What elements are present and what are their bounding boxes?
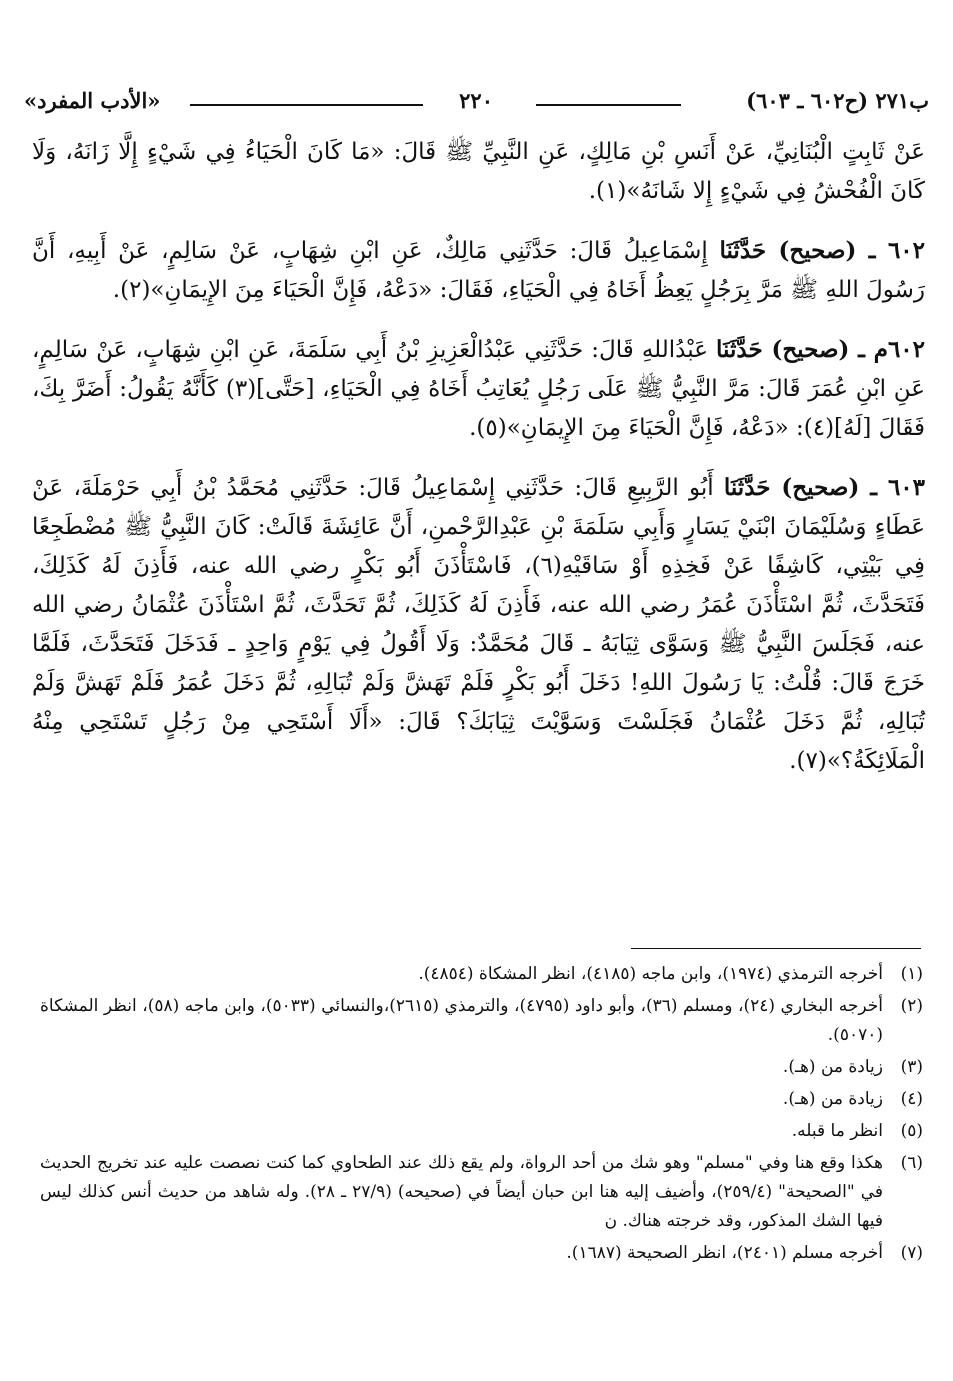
footnote-text: هكذا وقع هنا وفي "مسلم" وهو شك من أحد الرواة، ولم يقع ذلك عند الطحاوي كما كنت نصصت عليه عند تخريج الحديث في "الصحيحة" (٢٥٩/٤)، وأضيف إليه هنا ابن حبان أيضاً في (صحيحه) (٢٧/٩ ـ ٢٨). وله شاهد من حديث أنس كذلك ليس فيها الشك المذكور، وقد خرجته هناك. ن [40, 1153, 884, 1231]
hadith-paragraph [32, 330, 925, 448]
header-rule-left [190, 104, 380, 106]
page-header [24, 88, 929, 122]
hadith-reference: ب٢٧١ (ح٦٠٢ ـ ٦٠٣) [746, 88, 929, 113]
hadith-text: عَنْ ثَابِتٍ الْبُنَانِيِّ، عَنْ أَنَسِ بْنِ مَالِكٍ، عَنِ النَّبِيِّ ﷺ قَالَ: «مَا كَانَ الْحَيَاءُ فِي شَيْءٍ إِلَّا زَانَهُ، وَلَا كَانَ الْفُحْشُ فِي شَيْءٍ إِلا شَانَهُ»(١). [32, 139, 925, 204]
hadith-lead: ٦٠٣ ـ (صحيح) حَدَّثَنَا [723, 474, 925, 501]
footnote [40, 960, 923, 989]
footnote-number: (٦) [900, 1153, 923, 1173]
footnote-number: (٣) [900, 1057, 923, 1077]
footnote-number: (٢) [900, 996, 923, 1016]
footnote-number: (٧) [900, 1243, 923, 1263]
hadith-lead: ٦٠٢ ـ (صحيح) حَدَّثَنَا [719, 237, 925, 264]
footnote-number: (١) [900, 964, 923, 984]
footnote-text: انظر ما قبله. [791, 1121, 883, 1141]
hadith-paragraph [32, 132, 925, 211]
footnote [40, 992, 923, 1050]
footnote [40, 1239, 923, 1268]
book-title: «الأدب المفرد» [24, 88, 161, 113]
footnote-text: أخرجه مسلم (٢٤٠١)، انظر الصحيحة (١٦٨٧). [566, 1243, 883, 1263]
main-text [32, 132, 925, 801]
header-rule-right [536, 104, 681, 106]
hadith-text: عَبْدُاللهِ قَالَ: حَدَّثَنِي عَبْدُالْعَزِيزِ بْنُ أَبِي سَلَمَةَ، عَنِ ابْنِ شِهَابٍ، عَنْ سَالِمٍ، عَنِ ابْنِ عُمَرَ قَالَ: مَرَّ النَّبِيُّ ﷺ عَلَى رَجُلٍ يُعَاتِبُ أَخَاهُ فِي الْحَيَاءِ، [حَتَّى](٣) كَأَنَّهُ يَقُولُ: أَضَرَّ بِكَ، فَقَالَ [لَهُ](٤): «دَعْهُ، فَإِنَّ الْحَيَاءَ مِنَ الإِيمَانِ»(٥). [32, 337, 925, 441]
footnote [40, 1053, 923, 1082]
footnote-separator [631, 948, 921, 949]
hadith-text: أَبُو الرَّبِيعِ قَالَ: حَدَّثَنِي إِسْمَاعِيلُ قَالَ: حَدَّثَنِي مُحَمَّدُ بْنُ أَبِي حَرْمَلَةَ، عَنْ عَطَاءٍ وَسُلَيْمَانَ ابْنَيْ يَسَارٍ وَأَبِي سَلَمَةَ بْنِ عَبْدِالرَّحْمنِ، أَنَّ عَائِشَةَ قَالَتْ: كَانَ النَّبِيُّ ﷺ مُضْطَجِعًا فِي بَيْتِي، كَاشِفًا عَنْ فَخِذِهِ أَوْ سَاقَيْهِ(٦)، فَاسْتَأْذَنَ أَبُو بَكْرٍ رضي الله عنه، فَأَذِنَ لَهُ كَذَلِكَ، فَتَحَدَّثَ، ثُمَّ اسْتَأْذَنَ عُمَرُ رضي الله عنه، فَأَذِنَ لَهُ كَذَلِكَ، ثُمَّ تَحَدَّثَ، ثُمَّ اسْتَأْذَنَ عُثْمَانُ رضي الله عنه، فَجَلَسَ النَّبِيُّ ﷺ وَسَوَّى ثِيَابَهُ ـ قَالَ مُحَمَّدٌ: وَلَا أَقُولُ فِي يَوْمٍ وَاحِدٍ ـ فَدَخَلَ فَتَحَدَّثَ، فَلَمَّا خَرَجَ قَالَ: قُلْتُ: يَا رَسُولَ اللهِ! دَخَلَ أَبُو بَكْرٍ فَلَمْ تَهَشَّ وَلَمْ تُبَالِهِ، ثُمَّ دَخَلَ عُمَرُ فَلَمْ تَهَشَّ وَلَمْ تُبَالِهِ، ثُمَّ دَخَلَ عُثْمَانُ فَجَلَسْتَ وَسَوَّيْتَ ثِيَابَكَ؟ قَالَ: «أَلَا أَسْتَحِي مِنْ رَجُلٍ تَسْتَحِي مِنْهُ الْمَلَائِكَةُ؟»(٧). [32, 475, 925, 774]
footnotes [40, 960, 923, 1271]
footnote-number: (٤) [900, 1089, 923, 1109]
hadith-text: إِسْمَاعِيلُ قَالَ: حَدَّثَنِي مَالِكٌ، عَنِ ابْنِ شِهَابٍ، عَنْ سَالِمٍ، عَنْ أَبِيهِ، أَنَّ رَسُولَ اللهِ ﷺ مَرَّ بِرَجُلٍ يَعِظُ أَخَاهُ فِي الْحَيَاءِ، فَقَالَ: «دَعْهُ، فَإِنَّ الْحَيَاءَ مِنَ الإِيمَانِ»(٢). [32, 238, 925, 303]
hadith-paragraph [32, 231, 925, 310]
footnote-text: زيادة من (هـ). [782, 1057, 883, 1077]
hadith-paragraph [32, 468, 925, 781]
footnote-text: أخرجه البخاري (٢٤)، ومسلم (٣٦)، وأبو داود (٤٧٩٥)، والترمذي (٢٦١٥)،والنسائي (٥٠٣٣)، وابن ماجه (٥٨)، انظر المشكاة (٥٠٧٠). [40, 996, 884, 1045]
footnote-number: (٥) [900, 1121, 923, 1141]
footnote [40, 1149, 923, 1236]
page-number: ٢٢٠ [459, 88, 493, 113]
footnote [40, 1085, 923, 1114]
footnote [40, 1117, 923, 1146]
hadith-lead: ٦٠٢م ـ (صحيح) حَدَّثَنَا [716, 336, 925, 363]
footnote-text: أخرجه الترمذي (١٩٧٤)، وابن ماجه (٤١٨٥)، انظر المشكاة (٤٨٥٤). [418, 964, 883, 984]
footnote-text: زيادة من (هـ). [782, 1089, 883, 1109]
